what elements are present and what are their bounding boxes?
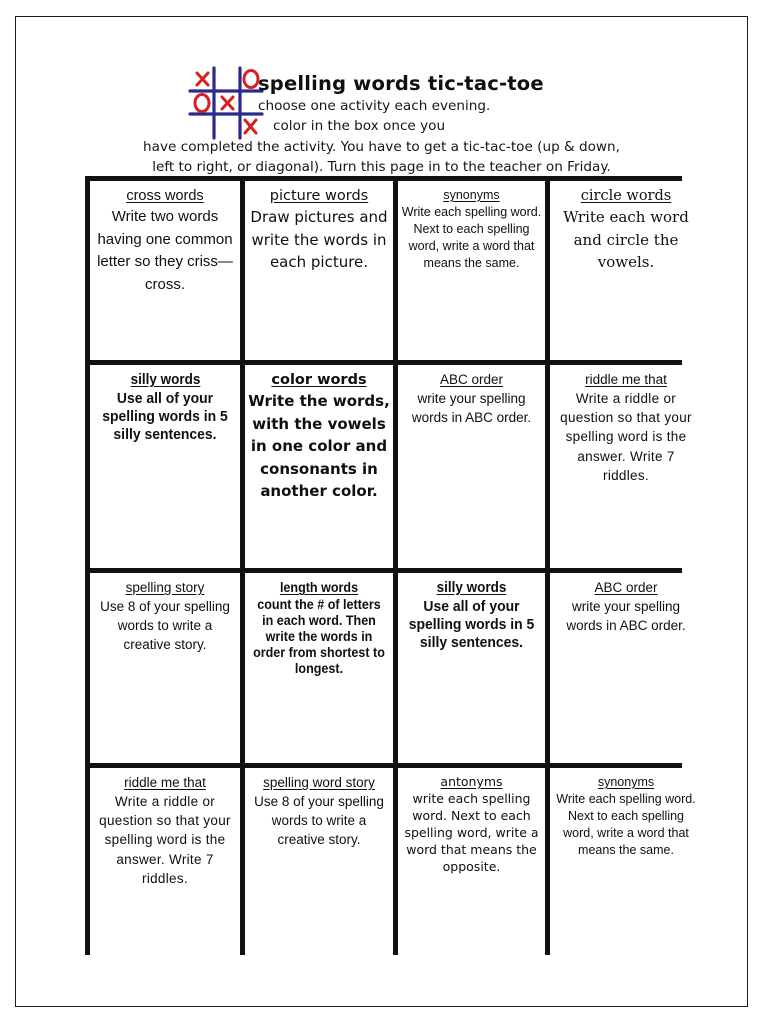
activity-cell[interactable] — [245, 365, 393, 568]
activity-body: Use all of your spelling words in 5 silly sentences. — [408, 598, 535, 651]
activity-cell[interactable] — [550, 181, 702, 360]
activity-body: Write a riddle or question so that your spelling word is the answer. Write 7 riddles. — [99, 794, 231, 886]
activity-title: circle words — [580, 188, 672, 204]
activity-title: spelling story — [125, 580, 205, 595]
activity-cell[interactable] — [398, 181, 545, 360]
activity-cell[interactable] — [550, 768, 702, 975]
activity-title: riddle me that — [124, 775, 206, 790]
activity-body: Use all of your spelling words in 5 silly sentences. — [102, 390, 228, 443]
activity-title: ABC order — [439, 372, 504, 387]
activity-title: ABC order — [594, 580, 658, 595]
activity-grid — [85, 176, 696, 955]
activity-title: synonyms — [443, 188, 500, 202]
activity-title: cross words — [126, 188, 204, 204]
tic-tac-toe-grid-icon — [188, 66, 266, 140]
activity-cell[interactable] — [245, 181, 393, 360]
instruction-line-2: color in the box once you — [273, 118, 446, 134]
activity-body: Use 8 of your spelling words to write a creative story. — [254, 794, 384, 848]
activity-cell[interactable] — [245, 768, 393, 975]
activity-body: Write a riddle or question so that your spelling word is the answer. Write 7 riddles. — [560, 391, 692, 483]
activity-cell[interactable] — [398, 573, 545, 763]
activity-title: synonyms — [597, 775, 655, 789]
activity-title: riddle me that — [585, 372, 667, 387]
activity-body: write your spelling words in ABC order. — [411, 391, 532, 426]
activity-cell[interactable] — [90, 181, 240, 360]
activity-cell[interactable] — [90, 573, 240, 763]
activity-title: silly words — [436, 580, 507, 596]
activity-body: count the # of letters in each word. Then write the words in order from shortest to longest. — [253, 597, 385, 676]
instruction-line-3: have completed the activity. You have to get a tic-tac-toe (up & down, — [143, 139, 620, 155]
activity-title: color words — [271, 372, 367, 388]
activity-cell[interactable] — [90, 768, 240, 975]
activity-body: Write each spelling word. Next to each spelling word, write a word that means the same. — [401, 205, 542, 270]
activity-title: antonyms — [440, 774, 503, 789]
activity-cell[interactable] — [90, 365, 240, 568]
activity-title: spelling word story — [263, 775, 375, 790]
activity-cell[interactable] — [398, 365, 545, 568]
activity-title: length words — [279, 580, 359, 595]
activity-cell[interactable] — [550, 573, 702, 763]
activity-title: picture words — [269, 188, 369, 204]
activity-title: silly words — [130, 372, 200, 388]
activity-body: Draw pictures and write the words in each picture. — [250, 208, 388, 272]
page-title: spelling words tic-tac-toe — [258, 72, 544, 95]
activity-body: Write each spelling word. Next to each spelling word, write a word that means the same. — [556, 792, 696, 857]
activity-cell[interactable] — [245, 573, 393, 763]
activity-body: Write each word and circle the vowels. — [563, 208, 689, 272]
activity-body: write your spelling words in ABC order. — [566, 599, 686, 634]
worksheet-header — [15, 58, 748, 176]
activity-body: Use 8 of your spelling words to write a creative story. — [100, 599, 230, 653]
activity-body: write each spelling word. Next to each spelling word, write a word that means the opposite. — [404, 791, 539, 874]
instruction-line-1: choose one activity each evening. — [258, 98, 491, 114]
activity-body: Write two words having one common letter so they criss—cross. — [97, 208, 233, 293]
activity-cell[interactable] — [398, 768, 545, 975]
activity-cell[interactable] — [550, 365, 702, 568]
activity-body: Write the words, with the vowels in one color and consonants in another color. — [248, 392, 390, 501]
instruction-line-4: left to right, or diagonal). Turn this page in to the teacher on Friday. — [152, 159, 611, 175]
